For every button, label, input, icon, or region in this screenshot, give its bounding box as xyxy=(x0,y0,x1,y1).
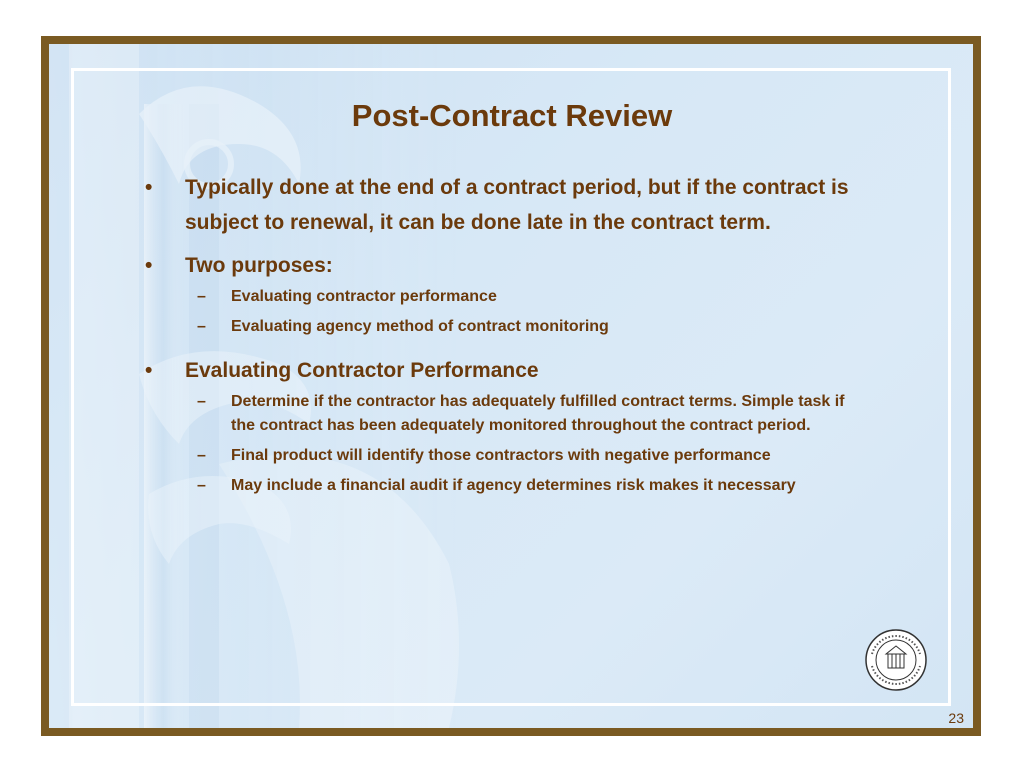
page-number: 23 xyxy=(948,710,964,726)
sub-bullet-text: Evaluating contractor performance xyxy=(231,288,497,305)
slide-content xyxy=(145,170,865,504)
bullet-text: Evaluating Contractor Performance xyxy=(185,359,539,382)
bullet-text: Two purposes: xyxy=(185,254,333,277)
sub-bullet-marker: – xyxy=(197,447,206,464)
sub-bullet-item xyxy=(145,285,865,309)
department-seal-logo xyxy=(864,628,928,692)
bullet-marker: • xyxy=(145,176,153,199)
sub-bullet-marker: – xyxy=(197,318,206,335)
slide-title: Post-Contract Review xyxy=(351,98,673,133)
bullet-marker: • xyxy=(145,254,153,277)
sub-bullet-marker: – xyxy=(197,288,206,305)
sub-bullet-item xyxy=(145,444,865,468)
sub-bullet-marker: – xyxy=(197,477,206,494)
sub-bullet-item xyxy=(145,315,865,339)
sub-bullet-text: Determine if the contractor has adequately fulfilled contract terms. Simple task if the contract has been adequately monitored throughout the contract period. xyxy=(231,393,845,434)
bullet-text: Typically done at the end of a contract period, but if the contract is subject to renewal, it can be done late in the contract term. xyxy=(185,176,849,234)
sub-bullet-text: May include a financial audit if agency determines risk makes it necessary xyxy=(231,477,796,494)
sub-bullet-marker: – xyxy=(197,393,206,410)
sub-bullet-text: Final product will identify those contractors with negative performance xyxy=(231,447,771,464)
bullet-item xyxy=(145,353,865,388)
bullet-item xyxy=(145,170,865,240)
bullet-item xyxy=(145,248,865,283)
sub-bullet-item xyxy=(145,390,865,438)
sub-bullet-item xyxy=(145,474,865,498)
sub-bullet-text: Evaluating agency method of contract monitoring xyxy=(231,318,609,335)
bullet-marker: • xyxy=(145,359,153,382)
